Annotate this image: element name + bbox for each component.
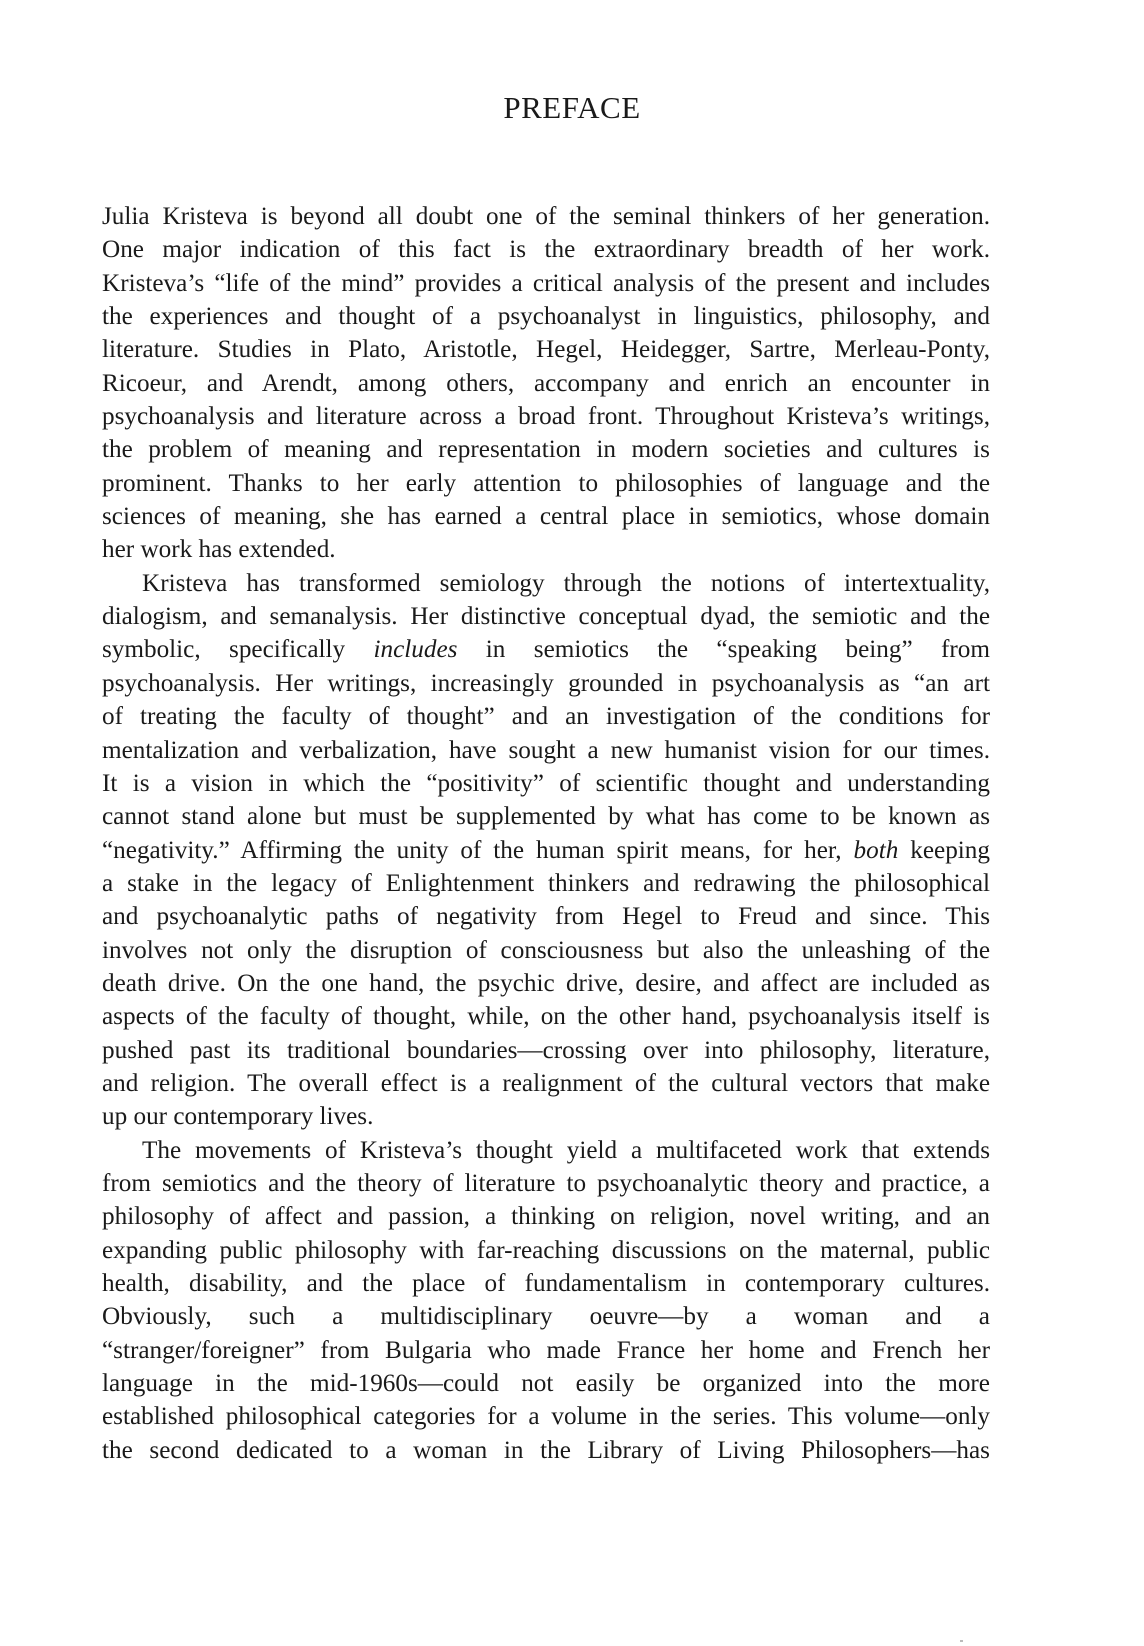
page-title: PREFACE [503,90,641,125]
text-line: philosophy of affect and passion, a thinking on religion, novel writing, and an [102,1203,990,1231]
text-line: and psychoanalytic paths of negativity from Hegel to Freud and since. This [102,903,990,931]
text-line: death drive. On the one hand, the psychic drive, desire, and affect are included as [102,969,990,997]
text-line: literature. Studies in Plato, Aristotle, Hegel, Heidegger, Sartre, Merleau-Ponty, [102,336,990,364]
text-line: mentalization and verbalization, have sought a new humanist vision for our times. [102,736,990,764]
text-line: the problem of meaning and representation in modern societies and cultures is [102,436,990,464]
text-line: sciences of meaning, she has earned a central place in semiotics, whose domain [102,503,990,531]
text-line: psychoanalysis and literature across a broad front. Throughout Kristeva’s writings, [102,403,990,431]
text-line: established philosophical categories for a volume in the series. This volume—only [102,1403,990,1431]
text-line: Kristeva has transformed semiology through the notions of intertextuality, [142,569,990,597]
text-line: involves not only the disruption of consciousness but also the unleashing of the [102,936,990,964]
preface-body [102,200,990,1467]
paragraph-2 [102,567,990,1134]
text-line: Kristeva’s “life of the mind” provides a critical analysis of the present and includes [102,269,990,297]
text-line: from semiotics and the theory of literature to psychoanalytic theory and practice, a [102,1169,990,1197]
text-line: One major indication of this fact is the extraordinary breadth of her work. [102,236,990,264]
text-line: “stranger/foreigner” from Bulgaria who made France her home and French her [102,1336,990,1364]
text-line: the experiences and thought of a psychoanalyst in linguistics, philosophy, and [102,303,990,331]
text-run: keeping [898,836,990,864]
italic-emphasis: includes [373,636,458,664]
text-line: The movements of Kristeva’s thought yield a multifaceted work that extends [142,1136,990,1164]
scan-mark [960,1640,963,1642]
text-run: “negativity.” Affirming the unity of the human spirit means, for her, [102,836,854,864]
text-line: of treating the faculty of thought” and an investigation of the conditions for [102,703,990,731]
text-line: and religion. The overall effect is a realignment of the cultural vectors that make [102,1069,990,1097]
text-line: prominent. Thanks to her early attention to philosophies of language and the [102,469,990,497]
text-line: It is a vision in which the “positivity” of scientific thought and understanding [102,769,990,797]
text-line: Ricoeur, and Arendt, among others, accompany and enrich an encounter in [102,369,990,397]
text-line: expanding public philosophy with far-reaching discussions on the maternal, public [102,1236,990,1264]
text-line: psychoanalysis. Her writings, increasingly grounded in psychoanalysis as “an art [102,669,990,697]
text-line: dialogism, and semanalysis. Her distinctive conceptual dyad, the semiotic and the [102,603,990,631]
paragraph-3 [102,1134,990,1467]
text-line [102,633,990,666]
text-line: pushed past its traditional boundaries—crossing over into philosophy, literature, [102,1036,990,1064]
text-run: symbolic, specifically [102,636,374,664]
text-run: in semiotics the “speaking being” from [457,636,990,664]
text-line: language in the mid-1960s—could not easily be organized into the more [102,1370,990,1398]
italic-emphasis: both [853,836,899,864]
text-line: the second dedicated to a woman in the Library of Living Philosophers—has [102,1436,990,1464]
text-line: her work has extended. [102,536,336,564]
text-line: health, disability, and the place of fundamentalism in contemporary cultures. [102,1270,990,1297]
paragraph-1 [102,200,990,567]
text-line: up our contemporary lives. [102,1103,374,1131]
text-line: Julia Kristeva is beyond all doubt one of the seminal thinkers of her generation. [102,203,990,230]
text-line: aspects of the faculty of thought, while, on the other hand, psychoanalysis itself is [102,1003,990,1031]
text-line: Obviously, such a multidisciplinary oeuvre—by a woman and a [102,1303,990,1331]
text-line: a stake in the legacy of Enlightenment thinkers and redrawing the philosophical [102,869,990,897]
text-line: cannot stand alone but must be supplemented by what has come to be known as [102,803,990,831]
text-line [102,834,990,867]
